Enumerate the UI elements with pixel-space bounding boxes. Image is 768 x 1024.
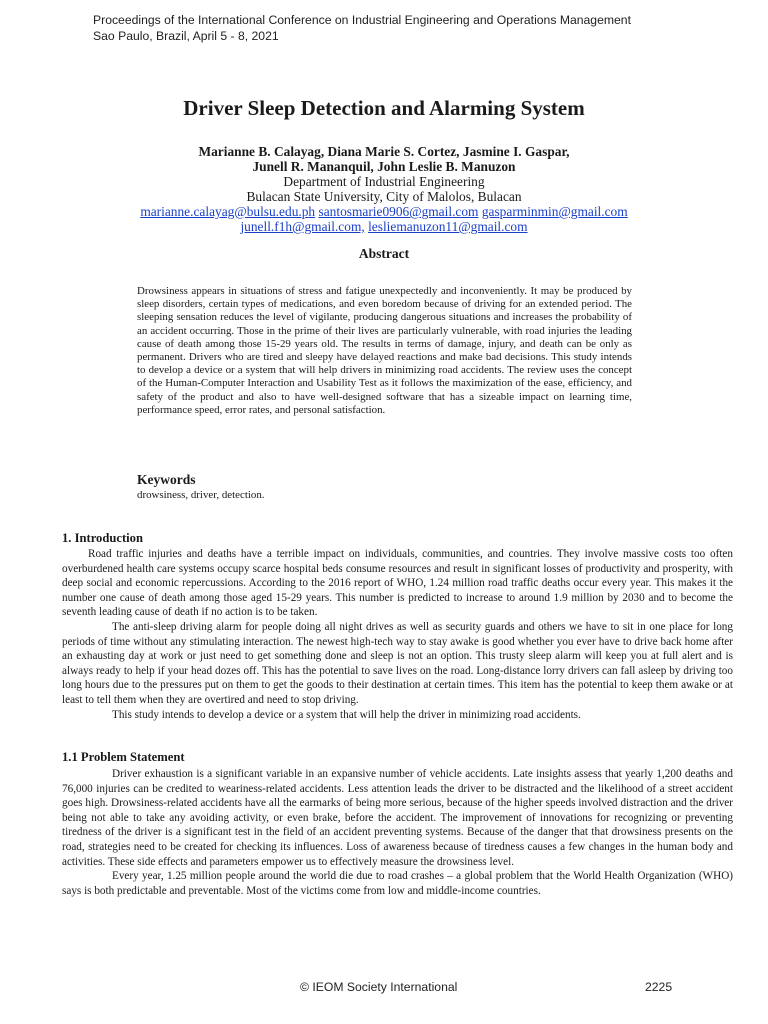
paragraph: The anti-sleep driving alarm for people doing all night drives as well as security guards and others we have to sit in one place for long periods of time without any stimulating interaction. The newest high-tech way to stay awake is good whether you ever have to drive back home after an exhausting day at work or just need to get something done and sleep is not an option. This trusty sleep alarm will keep you at full alert and is always ready to help if your head dozes off. This has the potential to save lives on the road. Long-distance lorry drivers can fall asleep by driving too long hours due to the pressures put on them to get the goods to their destination at certain times. This item has the potential to keep them awake or at least to tell them when they are overtired and need to stop driving.: [62, 620, 733, 706]
paragraph: Road traffic injuries and deaths have a terrible impact on individuals, communities, and countries. They involve massive costs too often overburdened health care systems occupy scarce hospital beds consume resources and result in significant losses of productivity and prosperity, with deep social and economic repercussions. According to the 2016 report of WHO, 1.24 million road traffic deaths occur every year. This makes it the number one cause of death among those aged 15-29 years. This number is predicted to increase to around 1.9 million by 2030 and to become the seventh leading cause of death if no action is to be taken.: [62, 548, 733, 619]
footer-copyright: © IEOM Society International: [300, 980, 458, 994]
email-link[interactable]: gasparminmin@gmail.com: [481, 204, 628, 219]
paragraph: This study intends to develop a device or a system that will help the driver in minimizing road accidents.: [112, 708, 581, 721]
email-link[interactable]: marianne.calayag@bulsu.edu.ph: [140, 204, 316, 219]
email-link[interactable]: lesliemanuzon11@gmail.com: [368, 219, 528, 234]
introduction-body: [62, 547, 733, 722]
paragraph: Every year, 1.25 million people around the world die due to road crashes – a global problem that the World Health Organization (WHO) says is both predictable and preventable. Most of the victims come from low and middle-income countries.: [62, 870, 733, 897]
author-names-line2: Junell R. Mananquil, John Leslie B. Manuzon: [252, 159, 516, 174]
abstract-body: Drowsiness appears in situations of stress and fatigue unexpectedly and inconveniently. It may be produced by sleep disorders, certain types of medications, and even boredom because of driving for an extended period. The sleeping sensation reduces the level of vigilante, producing dangerous situations and increases the probability of an accident occurring. Those in the prime of their lives are particularly vulnerable, with road injuries the leading cause of death among those 15-29 years old. The results in terms of damage, injury, and death can be only as permanent. Drivers who are tired and sleepy have delayed reactions and make bad decisions. This study intends to develop a device or a system that will help drivers in minimizing road accidents. The review uses the concept of the Human-Computer Interaction and Usability Test as it follows the maximization of the ease, efficiency, and safety of the product and also to have well-designed software that has a sizeable impact on learning time, performance speed, error rates, and personal satisfaction.: [137, 285, 632, 416]
author-block: [0, 144, 768, 234]
introduction-heading: 1. Introduction: [62, 531, 143, 545]
email-link[interactable]: santosmarie0906@gmail.com: [318, 204, 479, 219]
keywords-text: drowsiness, driver, detection.: [137, 489, 265, 501]
author-names-line1: Marianne B. Calayag, Diana Marie S. Cortez, Jasmine I. Gaspar,: [198, 144, 570, 159]
proceedings-header: [93, 12, 713, 44]
keywords-heading: Keywords: [137, 472, 196, 487]
author-department: Department of Industrial Engineering: [283, 174, 485, 189]
paragraph: Driver exhaustion is a significant variable in an expansive number of vehicle accidents. Late insights assess that yearly 1,200 deaths and 76,000 injuries can be credited to weariness-related accidents. Less attention leads the driver to be distracted and the likelihood of a street accident goes high. Drowsiness-related accidents have all the earmarks of being more serious, because of the higher speeds involved distraction and the driver being not able to take any avoiding activity, or even brake, before the accident. The improvement of innovations for recognizing or preventing tiredness of the driver is a significant test in the field of an accident preventing systems. Because of the danger that that drowsiness presents on the road, strategies need to be created for checking its influences. Loss of awareness because of tiredness causes a few changes in the human body and activities. These side effects and parameters empower us to effectively measure the drowsiness level.: [62, 768, 733, 868]
header-conference: Proceedings of the International Conference on Industrial Engineering and Operations Management: [93, 13, 631, 27]
problem-statement-body: [62, 767, 733, 898]
footer-page-number: 2225: [645, 980, 673, 994]
author-emails-line2: [0, 219, 768, 234]
email-link[interactable]: junell.f1h@gmail.com,: [240, 219, 365, 234]
author-university: Bulacan State University, City of Malolos, Bulacan: [246, 189, 522, 204]
paper-title: Driver Sleep Detection and Alarming System: [183, 96, 585, 120]
header-location-date: Sao Paulo, Brazil, April 5 - 8, 2021: [93, 29, 279, 43]
problem-statement-heading: 1.1 Problem Statement: [62, 750, 185, 764]
abstract-heading: Abstract: [358, 246, 410, 261]
author-emails-line1: [0, 204, 768, 219]
